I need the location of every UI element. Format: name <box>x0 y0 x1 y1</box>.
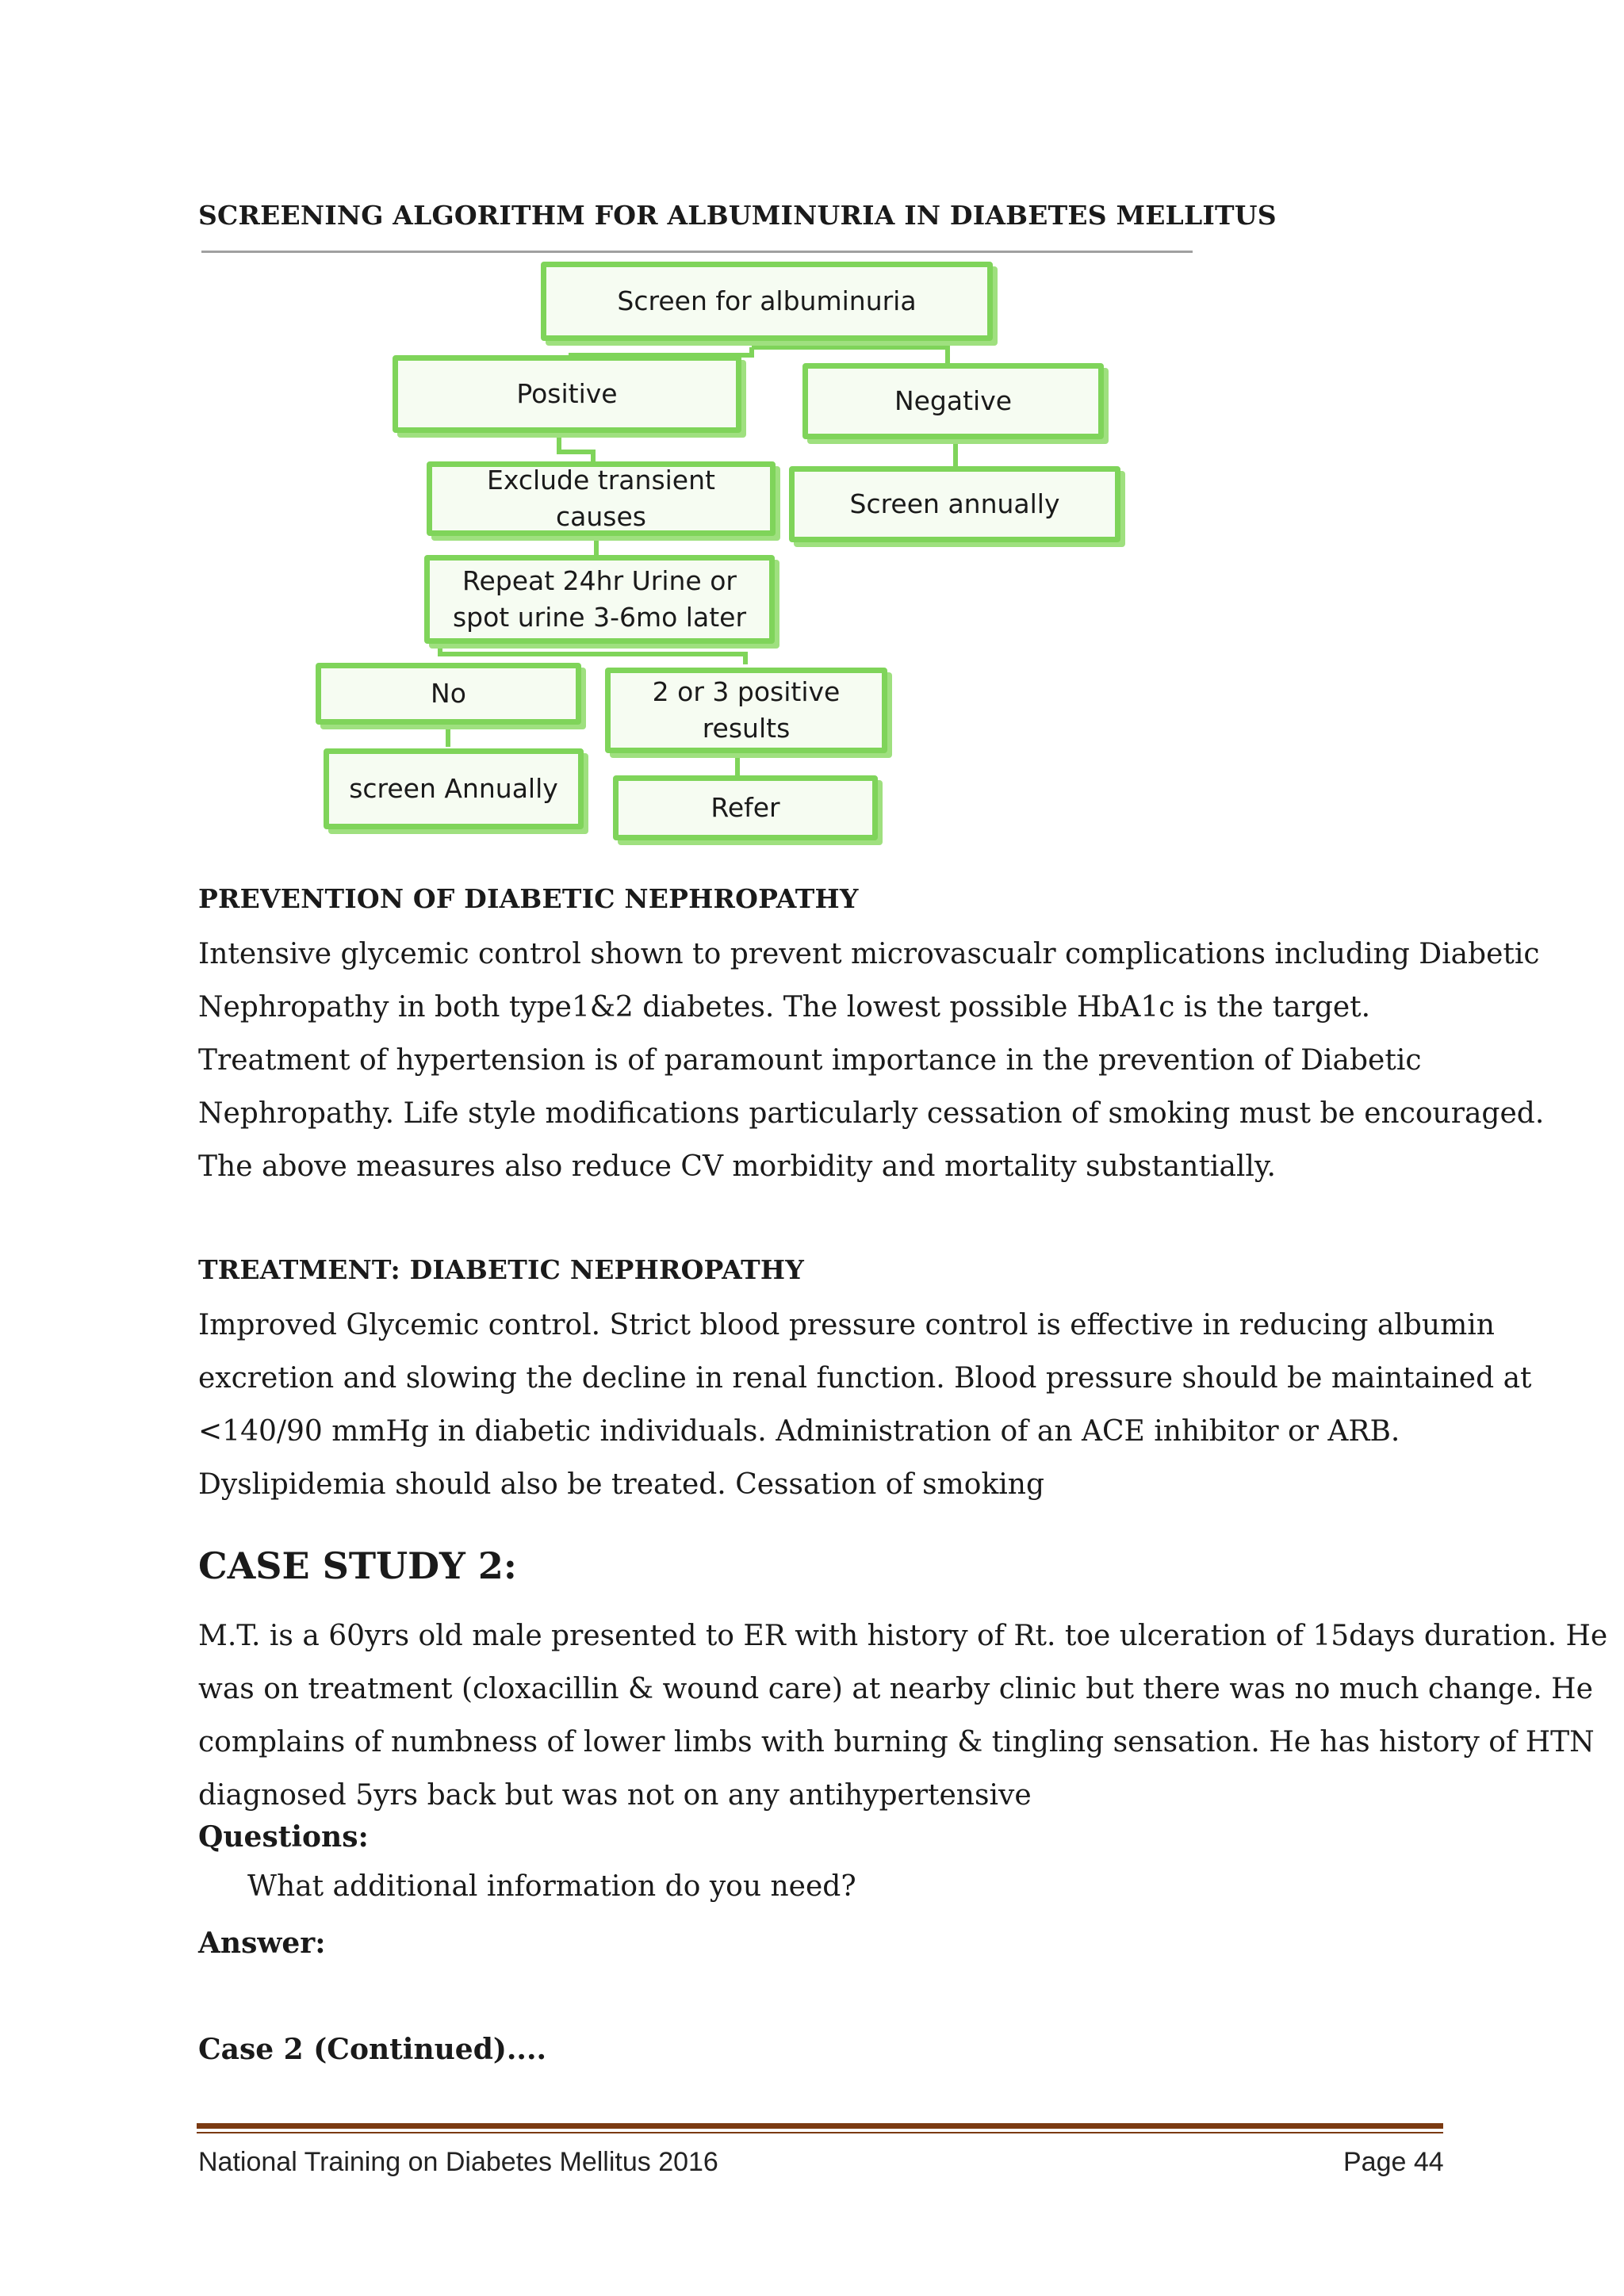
answer-label: Answer: <box>198 1927 326 1960</box>
case-paragraph <box>198 1609 1607 1822</box>
prevention-line: Nephropathy. Life style modifications particularly cessation of smoking must be encouraged. <box>198 1097 1545 1130</box>
case-line: was on treatment (cloxacillin & wound care) at nearby clinic but there was no much change. He <box>198 1673 1593 1705</box>
treatment-line: Dyslipidemia should also be treated. Cessation of smoking <box>198 1468 1045 1501</box>
flow-screen-annually-2: screen Annually <box>324 748 584 829</box>
footer-rule <box>197 2123 1443 2129</box>
flow-negative: Negative <box>802 363 1104 439</box>
screening-title: SCREENING ALGORITHM FOR ALBUMINURIA IN DIABETES MELLITUS <box>198 200 1277 231</box>
prevention-heading: PREVENTION OF DIABETIC NEPHROPATHY <box>198 883 859 914</box>
treatment-line: <140/90 mmHg in diabetic individuals. Administration of an ACE inhibitor or ARB. <box>198 1415 1400 1448</box>
flow-screen-albuminuria: Screen for albuminuria <box>541 262 993 341</box>
flow-repeat-urine: Repeat 24hr Urine or spot urine 3-6mo later <box>424 555 775 644</box>
connector-positive-exclude <box>559 434 593 465</box>
prevention-line: The above measures also reduce CV morbidity and mortality substantially. <box>198 1150 1276 1183</box>
connector-repeat-split <box>440 644 745 664</box>
prevention-line: Intensive glycemic control shown to prevent microvascualr complications including Diabetic <box>198 938 1540 970</box>
case-continued: Case 2 (Continued).... <box>198 2033 547 2066</box>
case-line: M.T. is a 60yrs old male presented to ER with history of Rt. toe ulceration of 15days duration. He <box>198 1620 1608 1652</box>
case-line: diagnosed 5yrs back but was not on any antihypertensive <box>198 1779 1032 1812</box>
flow-exclude-transient: Exclude transient causes <box>427 461 776 536</box>
treatment-line: Improved Glycemic control. Strict blood pressure control is effective in reducing albumin <box>198 1309 1495 1341</box>
footer-left: National Training on Diabetes Mellitus 2016 <box>198 2147 718 2177</box>
flow-screen-annually: Screen annually <box>789 466 1120 542</box>
flow-refer: Refer <box>613 775 878 840</box>
treatment-line: excretion and slowing the decline in renal function. Blood pressure should be maintained at <box>198 1362 1532 1395</box>
prevention-line: Nephropathy in both type1&2 diabetes. The lowest possible HbA1c is the target. <box>198 991 1371 1024</box>
flow-positive: Positive <box>393 355 741 433</box>
treatment-heading: TREATMENT: DIABETIC NEPHROPATHY <box>198 1254 805 1285</box>
footer-page-number: Page 44 <box>1343 2147 1444 2177</box>
flow-no: No <box>316 663 581 725</box>
footer-rule-thin <box>197 2132 1443 2133</box>
case-study-title: CASE STUDY 2: <box>198 1544 517 1587</box>
case-line: complains of numbness of lower limbs with burning & tingling sensation. He has history of HTN <box>198 1726 1595 1758</box>
question-text: What additional information do you need? <box>247 1870 856 1903</box>
treatment-paragraph <box>198 1299 1532 1511</box>
prevention-line: Treatment of hypertension is of paramount importance in the prevention of Diabetic <box>198 1044 1422 1077</box>
questions-label: Questions: <box>198 1820 369 1854</box>
prevention-paragraph <box>198 928 1544 1193</box>
flow-positive-results: 2 or 3 positive results <box>605 668 887 753</box>
